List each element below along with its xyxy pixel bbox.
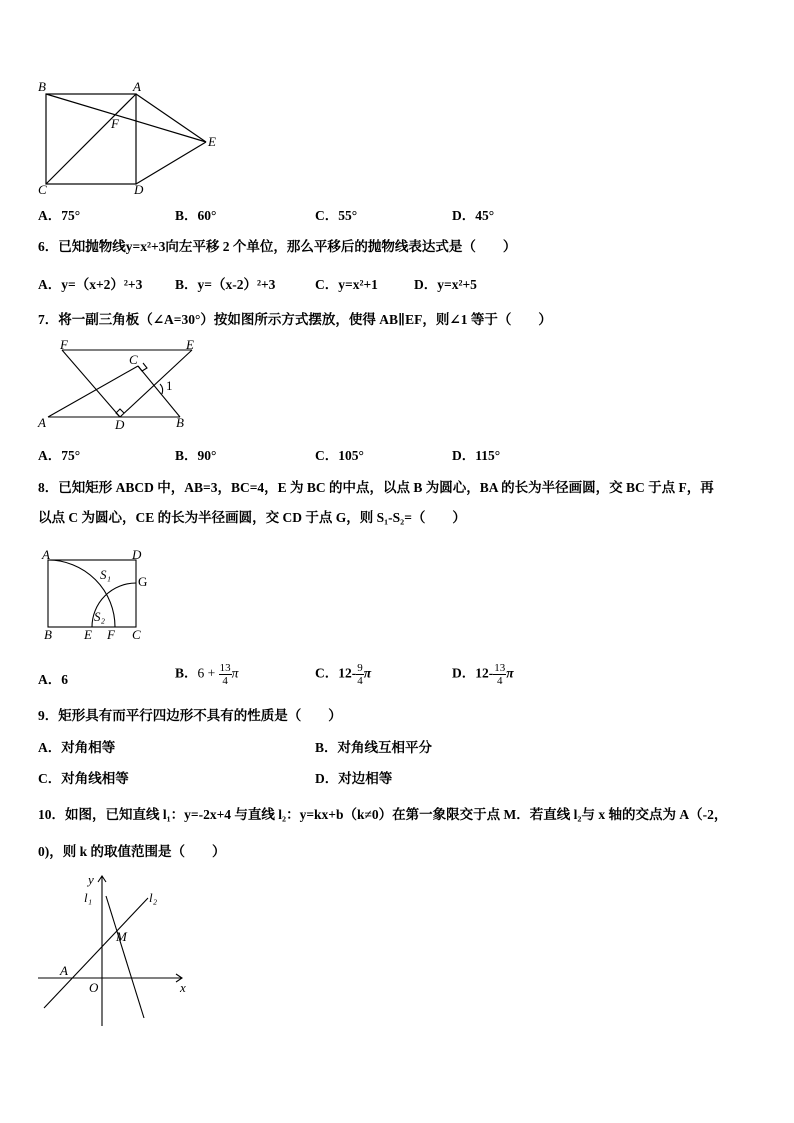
q7-figure — [34, 338, 214, 434]
q7-right-angle-c — [138, 363, 147, 371]
q8-option-d-fraction — [493, 662, 506, 687]
q8-option-d-num: 13 — [494, 662, 506, 674]
q7-option-c[interactable]: C．105° — [315, 448, 364, 463]
q5-label-d: D — [134, 182, 144, 197]
q7-label-a: A — [38, 415, 46, 430]
q9-option-a[interactable]: A．对角相等 — [38, 740, 116, 755]
q9-stem: 9．矩形具有而平行四边形不具有的性质是（ ） — [38, 708, 342, 723]
q8-label-f: F — [107, 627, 115, 642]
q8-option-c-pi: π — [363, 665, 372, 681]
q7-stem: 7．将一副三角板（∠A=30°）按如图所示方式摆放，使得 AB∥EF，则∠1 等于（ ） — [38, 312, 552, 327]
q8-label-b: B — [44, 627, 52, 642]
q7-option-d[interactable]: D．115° — [452, 448, 501, 463]
q8-option-c-prefix: C．12- — [315, 665, 357, 681]
q5-option-d[interactable]: D．45° — [452, 208, 495, 223]
q5-option-c[interactable]: C．55° — [315, 208, 358, 223]
q6-option-a[interactable]: A．y=（x+2）²+3 — [38, 277, 143, 292]
q10-label-l2: l₂ — [149, 890, 158, 905]
q10-stem-line2: 0)，则 k 的取值范围是（ ） — [38, 844, 226, 859]
q5-option-a[interactable]: A．75° — [38, 208, 81, 223]
q10-stem-line1: 10．如图，已知直线 l₁：y=-2x+4 与直线 l₂：y=kx+b（k≠0）在第一象限交于点 M．若直线 l₂与 x 轴的交点为 A（-2， — [38, 807, 728, 822]
q8-option-d-prefix: D．12- — [452, 665, 494, 681]
q8-option-c[interactable] — [315, 662, 371, 687]
q10-label-a: A — [60, 963, 68, 978]
q8-option-b-num: 13 — [219, 662, 231, 674]
q8-stem-line1: 8．已知矩形 ABCD 中，AB=3，BC=4，E 为 BC 的中点，以点 B 为圆心，BA 的长为半径画圆，交 BC 于点 F，再 — [38, 480, 714, 495]
q5-label-e: E — [208, 134, 216, 149]
q7-label-b: B — [176, 415, 184, 430]
q8-label-s2: S₂ — [94, 609, 106, 624]
q6-stem: 6．已知抛物线y=x²+3向左平移 2 个单位，那么平移后的抛物线表达式是（ ） — [38, 239, 517, 254]
q7-option-b[interactable]: B．90° — [175, 448, 217, 463]
q8-option-d[interactable] — [452, 662, 514, 687]
q5-line-de — [136, 142, 206, 184]
q8-option-b-prefix: B． — [175, 665, 198, 681]
q10-label-l1: l₁ — [84, 890, 93, 905]
q7-option-a[interactable]: A．75° — [38, 448, 81, 463]
q7-label-1: 1 — [166, 378, 173, 393]
q10-label-x: x — [180, 980, 186, 995]
q10-label-m: M — [116, 929, 127, 944]
q8-option-a[interactable]: A．6 — [38, 672, 68, 687]
q7-line-cb — [138, 366, 180, 417]
q7-label-e: E — [186, 337, 194, 352]
q10-label-o: O — [89, 980, 99, 995]
q9-option-d[interactable]: D．对边相等 — [315, 771, 393, 786]
q9-option-b[interactable]: B．对角线互相平分 — [315, 740, 433, 755]
q7-label-c: C — [129, 352, 138, 367]
q5-label-b: B — [38, 79, 46, 94]
q8-option-c-den: 4 — [357, 675, 363, 687]
q6-option-b[interactable]: B．y=（x-2）²+3 — [175, 277, 276, 292]
q8-label-g: G — [138, 574, 148, 589]
q5-label-a: A — [133, 79, 141, 94]
q7-line-ac — [48, 366, 138, 417]
q5-label-c: C — [38, 182, 47, 197]
q8-option-c-fraction — [356, 662, 364, 687]
q8-option-d-pi: π — [506, 665, 514, 681]
q6-option-d[interactable]: D．y=x²+5 — [414, 277, 477, 292]
q5-label-f: F — [111, 116, 119, 131]
q8-rectangle — [48, 560, 136, 627]
q7-line-fd — [62, 350, 120, 417]
q10-label-y: y — [88, 872, 94, 887]
q8-option-b-fraction — [219, 662, 232, 687]
q8-label-c: C — [132, 627, 141, 642]
q8-label-s1: S₁ — [100, 567, 112, 582]
q8-option-b-den: 4 — [222, 675, 228, 687]
q8-option-b-int: 6 + — [197, 665, 216, 681]
q8-option-b[interactable] — [175, 662, 238, 687]
q5-line-be — [46, 94, 206, 142]
q8-option-b-pi: π — [231, 665, 239, 681]
q7-label-d: D — [115, 417, 125, 432]
q5-option-b[interactable]: B．60° — [175, 208, 217, 223]
q10-line-l1 — [106, 896, 144, 1018]
q9-option-c[interactable]: C．对角线相等 — [38, 771, 129, 786]
q8-option-d-den: 4 — [497, 675, 503, 687]
q8-label-e: E — [84, 627, 92, 642]
q8-stem-line2: 以点 C 为圆心，CE 的长为半径画圆，交 CD 于点 G，则 S₁-S₂=（ ） — [38, 510, 466, 525]
q8-label-a: A — [42, 547, 50, 562]
q8-option-c-num: 9 — [357, 662, 363, 674]
q10-figure — [36, 868, 196, 1033]
q8-label-d: D — [132, 547, 142, 562]
q5-figure — [30, 78, 230, 198]
q5-line-ae — [136, 94, 206, 142]
q6-option-c[interactable]: C．y=x²+1 — [315, 277, 378, 292]
q8-figure — [38, 548, 158, 644]
q7-label-f: F — [60, 337, 68, 352]
